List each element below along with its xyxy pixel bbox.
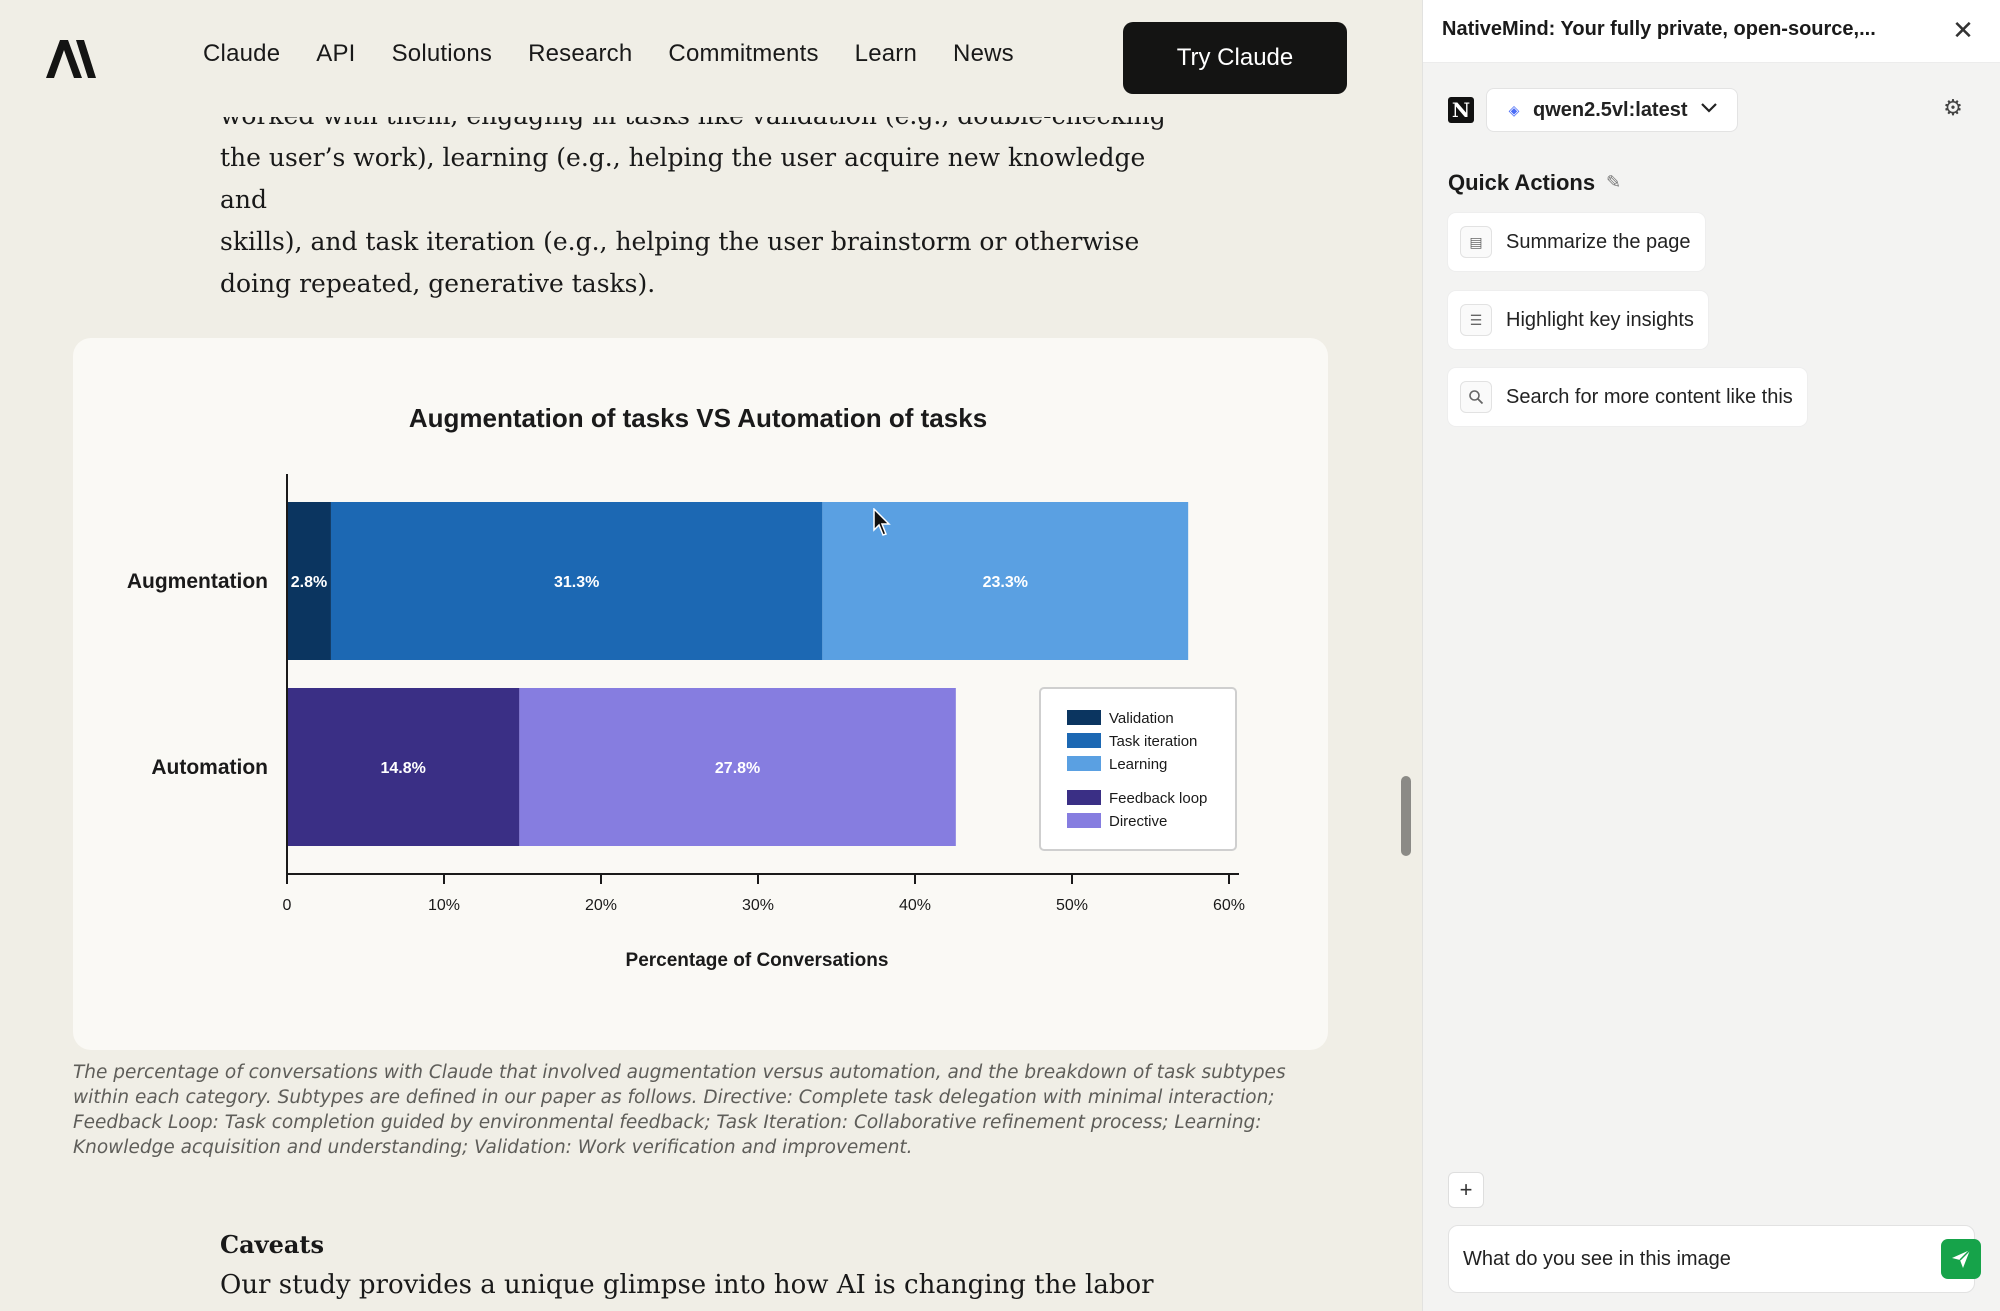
anthropic-logo[interactable] <box>46 38 96 78</box>
chat-input[interactable] <box>1461 1240 1905 1278</box>
quick-action-label: Search for more content like this <box>1506 385 1793 408</box>
x-tick-label: 0 <box>282 897 292 914</box>
x-tick-label: 60% <box>1212 897 1246 914</box>
gear-icon[interactable]: ⚙ <box>1943 95 1963 120</box>
article-paragraph <box>220 95 1180 305</box>
nativemind-side-panel <box>1422 0 2000 1311</box>
quick-action-label: Highlight key insights <box>1506 308 1694 331</box>
panel-header <box>1423 0 2000 63</box>
data-label: 31.3% <box>553 574 600 591</box>
legend-swatch <box>1067 733 1101 748</box>
x-tick-label: 20% <box>584 897 618 914</box>
try-claude-button[interactable]: Try Claude <box>1123 22 1347 94</box>
legend-label: Validation <box>1109 710 1174 727</box>
quick-action-highlight-button[interactable] <box>1448 291 1708 349</box>
category-label: Augmentation <box>126 570 268 593</box>
legend-swatch <box>1067 710 1101 725</box>
section-heading: Caveats <box>220 1230 325 1259</box>
nav-item-claude[interactable]: Claude <box>203 40 281 67</box>
paragraph-line: skills), and task iteration (e.g., helping the user brainstorm or otherwise <box>220 227 1140 256</box>
notion-logo-icon: N <box>1448 97 1474 123</box>
stacked-bar-chart <box>73 338 1328 1050</box>
legend-label: Feedback loop <box>1109 790 1208 807</box>
model-name: qwen2.5vl:latest <box>1533 98 1688 121</box>
quick-action-search-button[interactable] <box>1448 368 1807 426</box>
model-icon: ◈ <box>1508 101 1520 118</box>
x-tick-label: 40% <box>898 897 932 914</box>
model-select[interactable] <box>1486 88 1738 132</box>
legend-label: Learning <box>1109 756 1168 773</box>
edit-icon[interactable]: ✎ <box>1606 172 1622 192</box>
data-label: 23.3% <box>982 574 1028 591</box>
nav-item-api[interactable]: API <box>316 40 356 67</box>
data-label: 2.8% <box>290 574 328 591</box>
legend-swatch <box>1067 813 1101 828</box>
nav-item-research[interactable]: Research <box>528 40 633 67</box>
x-tick-label: 10% <box>427 897 461 914</box>
legend-label: Directive <box>1109 813 1168 830</box>
chevron-down-icon <box>1700 101 1718 119</box>
x-tick-label: 50% <box>1055 897 1089 914</box>
quick-actions-title: Quick Actions <box>1448 170 1596 195</box>
page-scrollbar[interactable] <box>1400 0 1422 1311</box>
x-axis-label: Percentage of Conversations <box>625 950 889 971</box>
chart-caption: The percentage of conversations with Claude that involved augmentation versus automation, and the breakdown of task subtypes within each category. Subtypes are defined in our paper as follows. Directive: Complete task delegation with minimal interaction; Feedback Loop: Task completion guided by environmental feedback; Task Iteration: Collaborative refinement process; Learning: Knowledge acquisition and understanding; Validation: Work verification and improvement. <box>73 1062 1286 1158</box>
quick-action-summarize-button[interactable] <box>1448 213 1705 271</box>
nav-item-news[interactable]: News <box>953 40 1014 67</box>
quick-action-label: Summarize the page <box>1506 230 1691 253</box>
document-icon: ▤ <box>1460 226 1492 258</box>
chart-title: Augmentation of tasks VS Automation of tasks <box>408 403 988 433</box>
nav-links <box>203 40 1050 68</box>
data-label: 14.8% <box>380 760 426 777</box>
nav-item-commitments[interactable]: Commitments <box>668 40 819 67</box>
scrollbar-thumb[interactable] <box>1401 776 1411 856</box>
nav-item-solutions[interactable]: Solutions <box>391 40 493 67</box>
paragraph-line: the user’s work), learning (e.g., helping the user acquire new knowledge and <box>220 143 1146 214</box>
legend-label: Task iteration <box>1109 733 1198 750</box>
chart-card <box>73 338 1328 1050</box>
legend-swatch <box>1067 790 1101 805</box>
nav-item-learn[interactable]: Learn <box>854 40 918 67</box>
paragraph-line: doing repeated, generative tasks). <box>220 269 656 298</box>
mouse-cursor <box>873 508 893 538</box>
x-tick-label: 30% <box>741 897 775 914</box>
chat-input-box <box>1448 1225 1975 1293</box>
panel-title: NativeMind: Your fully private, open-source,... <box>1442 18 1876 40</box>
category-label: Automation <box>151 756 268 779</box>
add-attachment-button[interactable]: + <box>1448 1172 1484 1208</box>
list-icon: ☰ <box>1460 304 1492 336</box>
send-button[interactable] <box>1941 1239 1981 1279</box>
article-paragraph: Our study provides a unique glimpse into how AI is changing the labor <box>220 1270 1154 1300</box>
send-icon <box>1950 1248 1972 1270</box>
search-icon <box>1460 381 1492 413</box>
top-navigation <box>0 0 1400 117</box>
data-label: 27.8% <box>714 760 761 777</box>
close-icon[interactable]: ✕ <box>1952 14 1974 45</box>
legend-swatch <box>1067 756 1101 771</box>
